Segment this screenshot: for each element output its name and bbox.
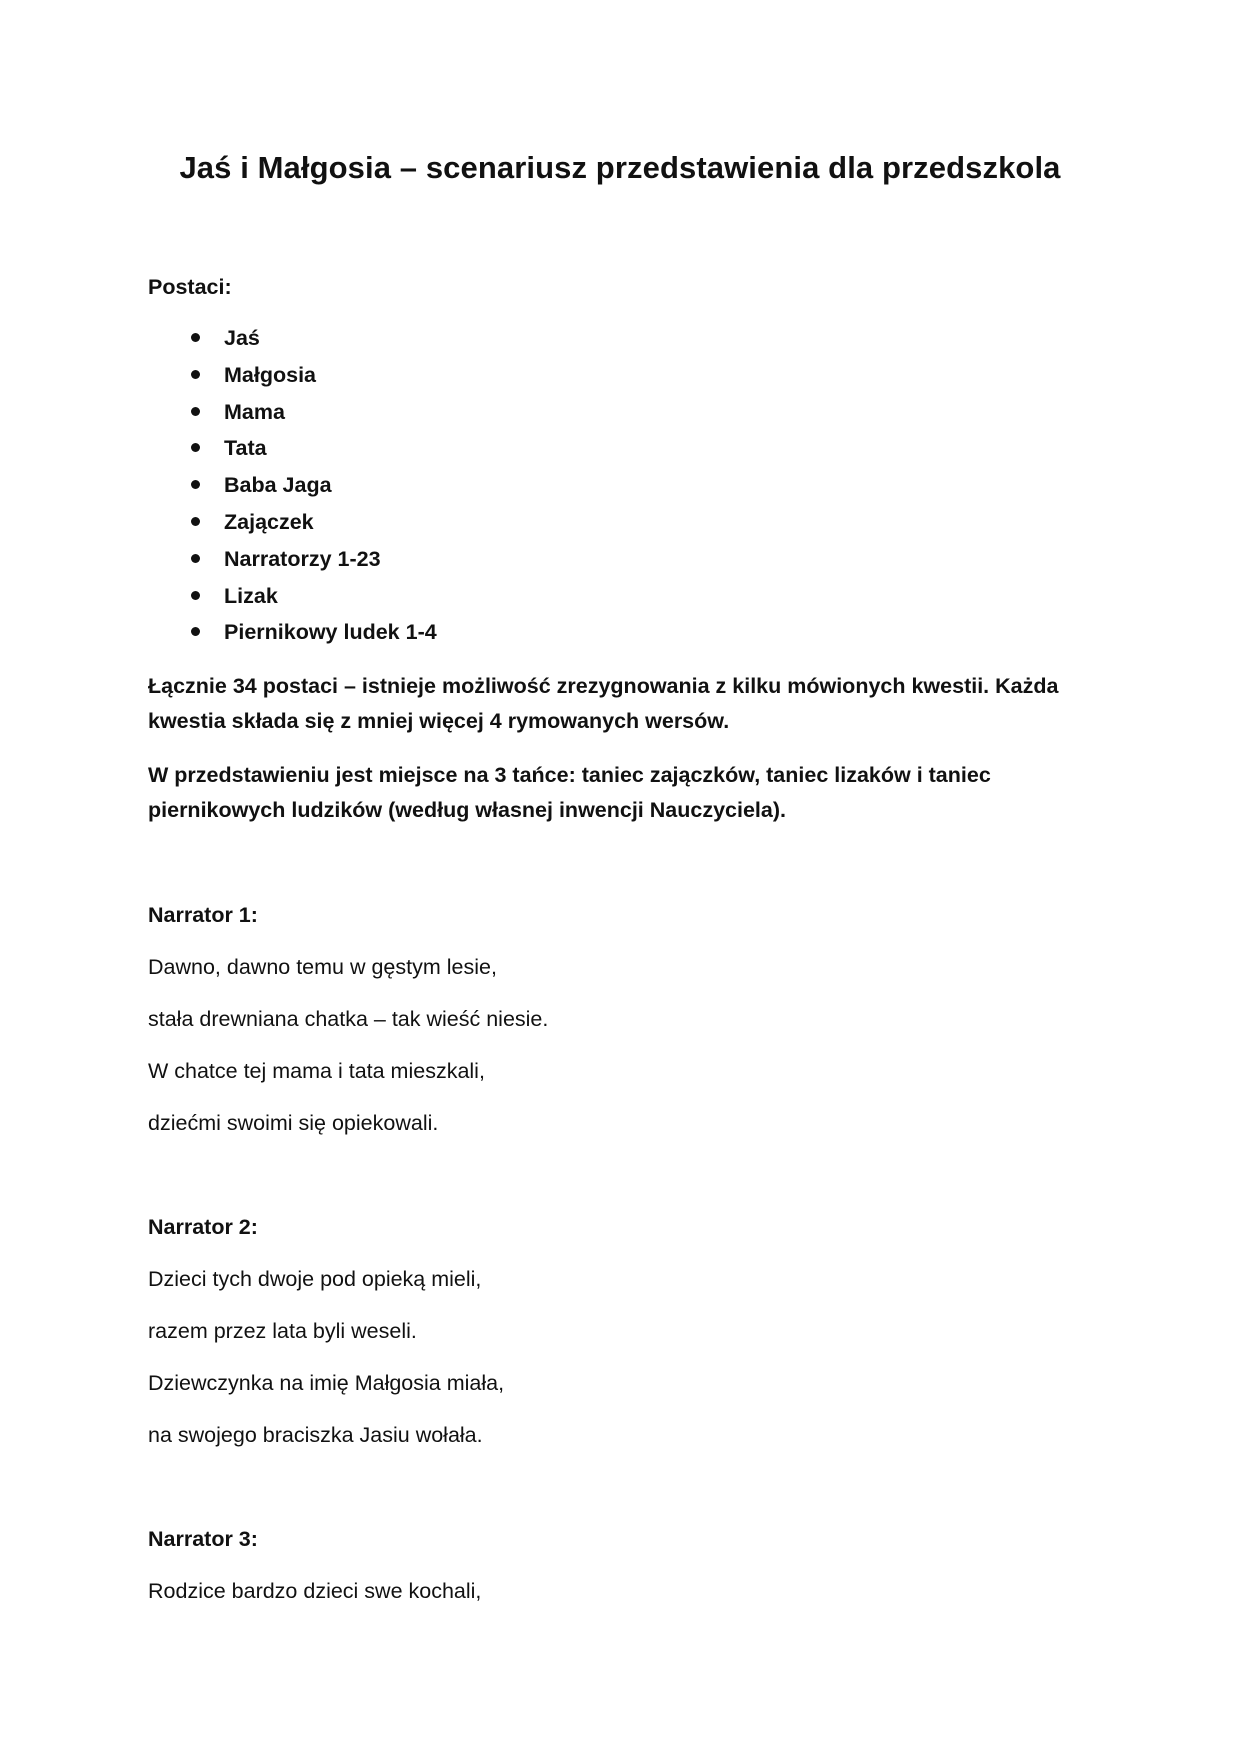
narrator2-line: Dzieci tych dwoje pod opieką mieli, — [148, 1267, 482, 1291]
narrator3-heading: Narrator 3: — [148, 1527, 258, 1551]
narrator2-heading: Narrator 2: — [148, 1215, 258, 1239]
narrator2-line: na swojego braciszka Jasiu wołała. — [148, 1423, 483, 1447]
narrator1-line: Dawno, dawno temu w gęstym lesie, — [148, 955, 497, 979]
bullet-icon — [191, 627, 200, 636]
bullet-icon — [191, 554, 200, 563]
bullet-icon — [191, 591, 200, 600]
narrator3-line: Rodzice bardzo dzieci swe kochali, — [148, 1579, 482, 1603]
narrator2-line: Dziewczynka na imię Małgosia miała, — [148, 1371, 505, 1395]
note-dances-line1: W przedstawieniu jest miejsce na 3 tańce: taniec zajączków, taniec lizaków i taniec — [148, 763, 991, 787]
bullet-icon — [191, 407, 200, 416]
narrator1-line: W chatce tej mama i tata mieszkali, — [148, 1059, 485, 1083]
bullet-icon — [191, 480, 200, 489]
bullet-icon — [191, 370, 200, 379]
note-characters-line1: Łącznie 34 postaci – istnieje możliwość zrezygnowania z kilku mówionych kwestii. Każda — [148, 674, 1059, 698]
characters-heading: Postaci: — [148, 275, 232, 299]
note-characters-line2: kwestia składa się z mniej więcej 4 rymowanych wersów. — [148, 709, 730, 733]
narrator2-line: razem przez lata byli weseli. — [148, 1319, 417, 1343]
narrator1-line: dziećmi swoimi się opiekowali. — [148, 1111, 439, 1135]
document-page: Jaś i Małgosia – scenariusz przedstawienia dla przedszkola Postaci: Jaś Małgosia Mama Tata Baba Jaga Zajączek Narratorzy 1-23 Lizak Piernikowy ludek 1-4 Łącznie 34 postaci – istnieje możliwość zrezygnowania z kilku mówionych kwestii. Każda kwestia składa się z mniej więcej 4 rymowanych wersów. W przedstawieniu jest miejsce na 3 tańce: taniec zajączków, taniec lizaków i taniec piernikowych ludzików (według własnej inwencji Nauczyciela). Narrator 1: Dawno, dawno temu w gęstym lesie, stała drewniana chatka – tak wieść niesie. W chatce tej mama i tata mieszkali, dziećmi swoimi się opiekowali. Narrator 2: Dzieci tych dwoje pod opieką mieli, razem przez lata byli weseli. Dziewczynka na imię Małgosia miała, na swojego braciszka Jasiu wołała. Narrator 3: Rodzice bardzo dzieci swe kochali, — [0, 0, 1240, 1755]
document-title: Jaś i Małgosia – scenariusz przedstawienia dla przedszkola — [179, 150, 1061, 185]
bullet-icon — [191, 443, 200, 452]
bullet-icon — [191, 333, 200, 342]
narrator1-heading: Narrator 1: — [148, 903, 258, 927]
narrator1-line: stała drewniana chatka – tak wieść niesie. — [148, 1007, 549, 1031]
bullet-icon — [191, 517, 200, 526]
note-dances-line2: piernikowych ludzików (według własnej inwencji Nauczyciela). — [148, 798, 786, 822]
